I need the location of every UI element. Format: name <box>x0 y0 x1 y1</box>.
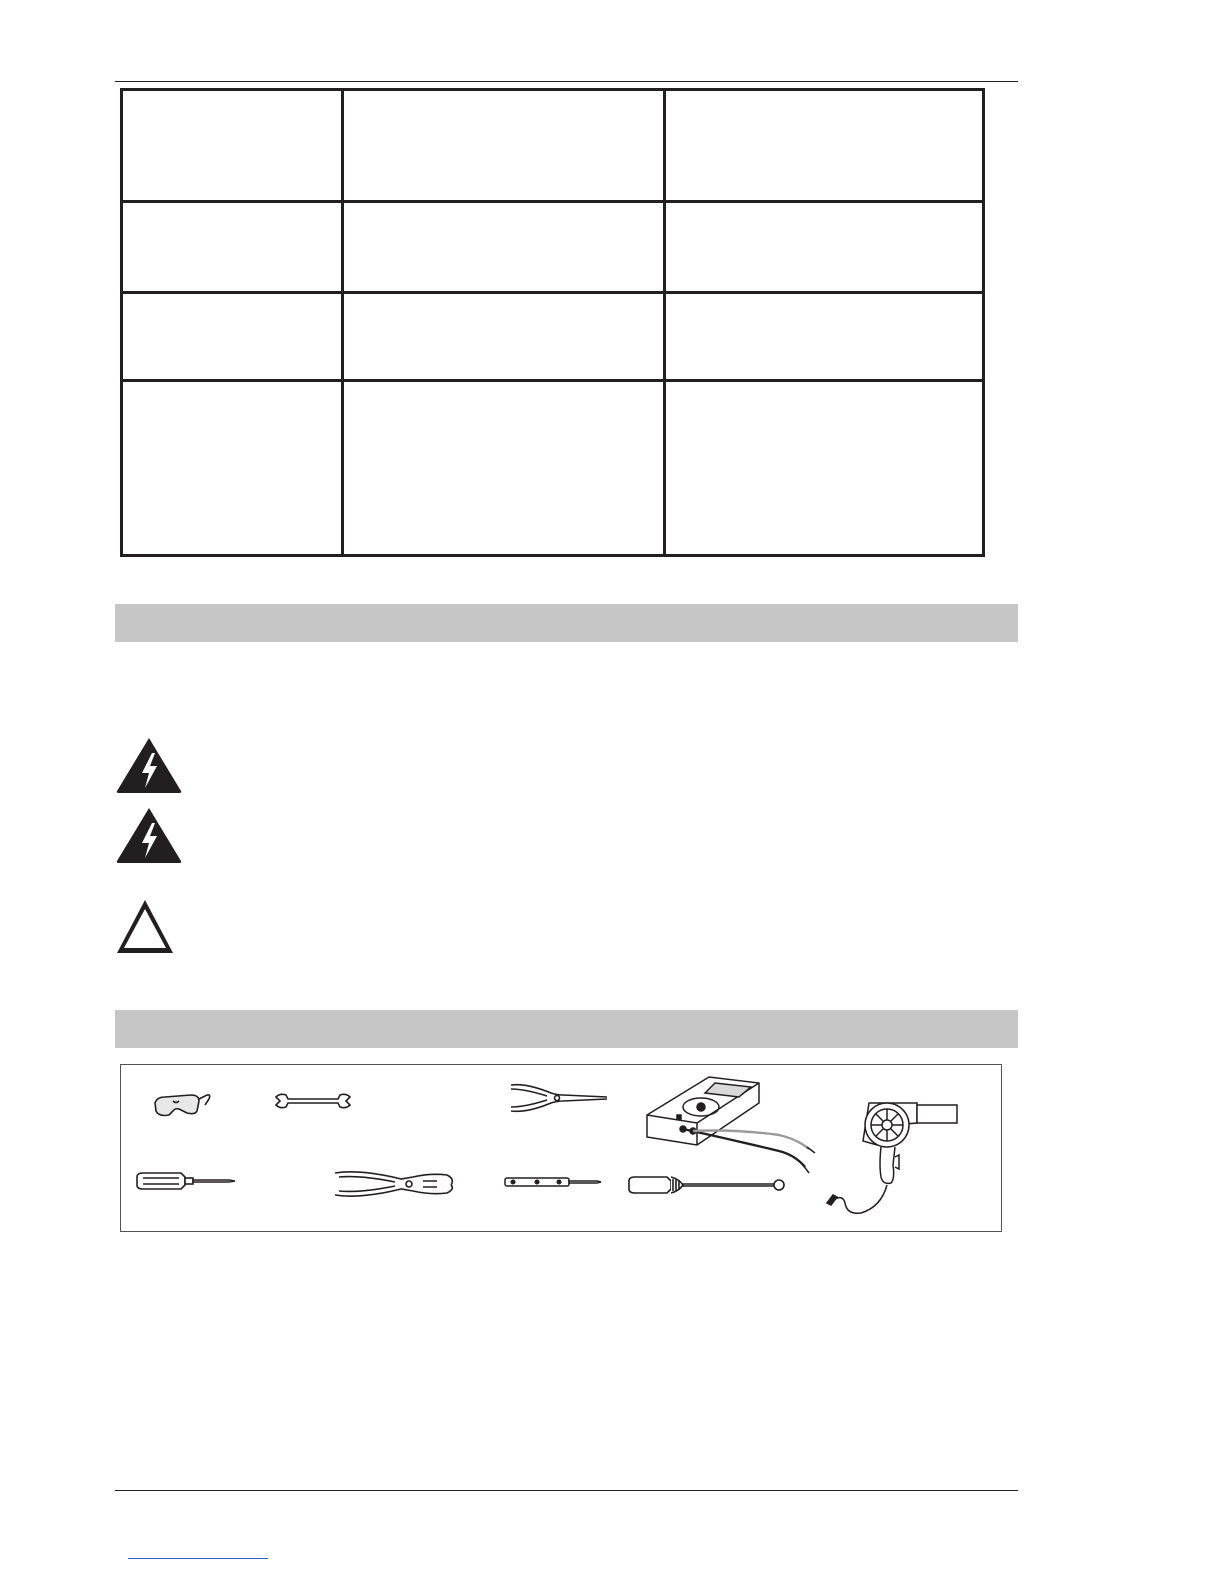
footer-link[interactable] <box>128 1558 268 1559</box>
section-header-band <box>115 604 1018 642</box>
table-cell <box>343 90 665 202</box>
table-cell <box>343 293 665 381</box>
tools-illustration <box>120 1064 1002 1232</box>
caution-triangle-icon <box>115 898 175 961</box>
table-cell <box>122 381 343 556</box>
table-row <box>122 90 984 202</box>
table-cell <box>122 90 343 202</box>
table-cell <box>665 293 984 381</box>
table-cell <box>665 90 984 202</box>
section-header-band <box>115 1010 1018 1048</box>
screwdriver-icon <box>135 1169 239 1193</box>
terminal-pin-tool-icon <box>503 1175 603 1189</box>
table-row <box>122 202 984 293</box>
data-table <box>120 88 982 557</box>
safety-goggles-icon <box>151 1089 213 1119</box>
multimeter-icon <box>639 1069 815 1175</box>
electric-shock-warning-icon <box>115 806 183 869</box>
table-cell <box>343 202 665 293</box>
open-end-wrench-icon <box>274 1091 352 1111</box>
table-row <box>122 293 984 381</box>
table-cell <box>665 202 984 293</box>
table-cell <box>343 381 665 556</box>
header-rule <box>115 81 1018 82</box>
footer-rule <box>115 1490 1018 1491</box>
table-row <box>122 381 984 556</box>
table-cell <box>122 293 343 381</box>
electric-shock-warning-icon <box>115 736 183 799</box>
heat-gun-icon <box>821 1095 961 1221</box>
table-cell <box>122 202 343 293</box>
wire-stripper-pliers-icon <box>331 1167 457 1201</box>
thermometer-probe-icon <box>627 1171 787 1199</box>
needle-nose-pliers-icon <box>507 1081 611 1115</box>
table-cell <box>665 381 984 556</box>
